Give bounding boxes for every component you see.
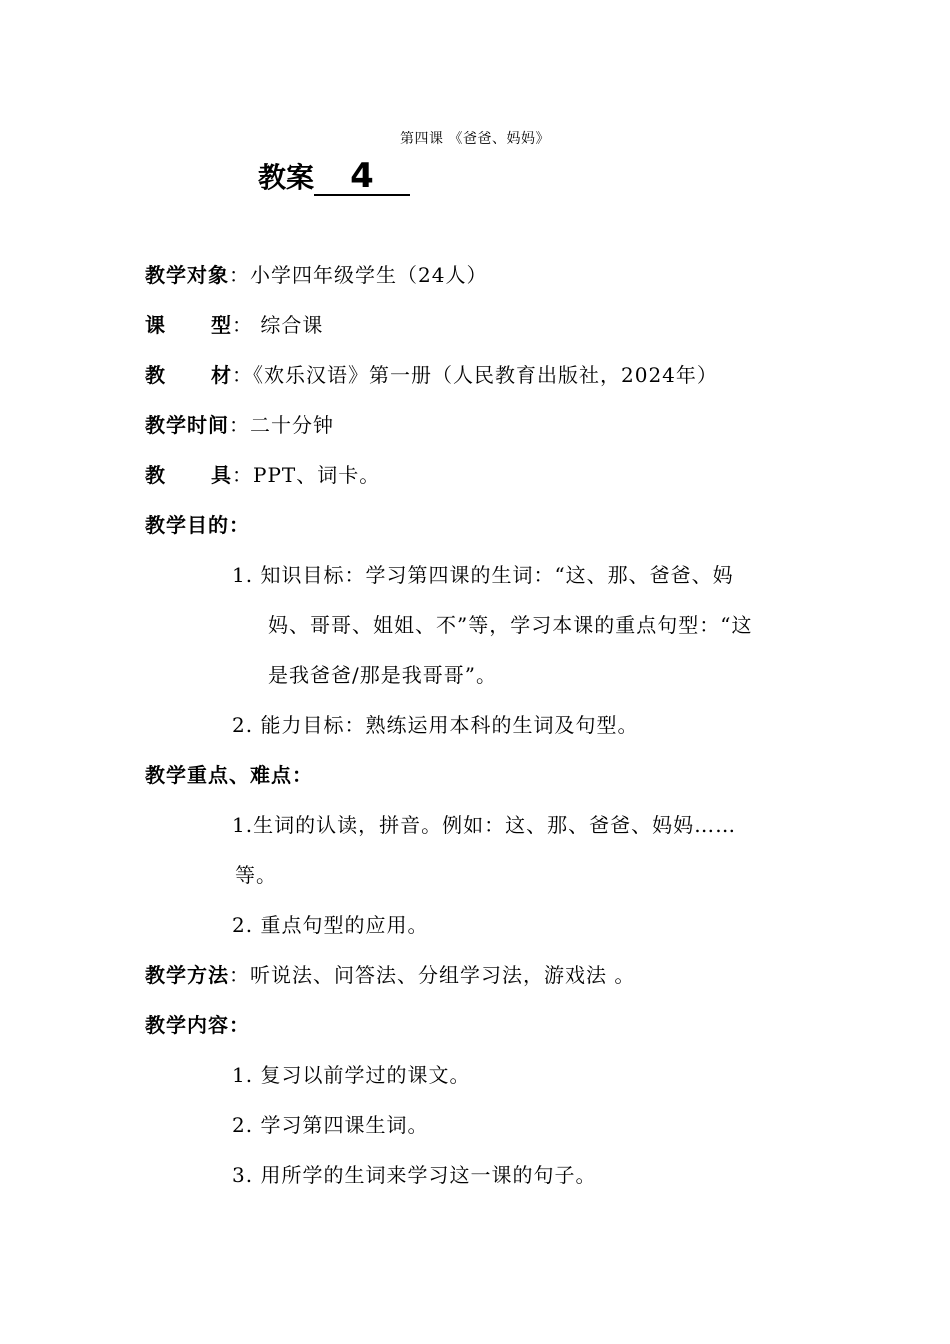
material-label-a: 教: [145, 363, 166, 387]
material-value: ：《欢乐汉语》第一册（人民教育出版社，2024年）: [232, 363, 718, 387]
objective-1-line-1: 1. 知识目标：学习第四课的生词：“这、那、爸爸、妈: [232, 563, 734, 587]
material-row: [145, 361, 718, 389]
objective-2: 2. 能力目标：熟练运用本科的生词及句型。: [232, 713, 639, 737]
material-label-b: 材: [211, 363, 232, 387]
page-title: [258, 156, 410, 196]
methods-row: [145, 961, 635, 989]
content-heading: 教学内容：: [145, 1013, 250, 1037]
key-point-1-line-2: 等。: [235, 863, 277, 887]
tool-label-b: 具: [211, 463, 232, 487]
time-row: [145, 411, 334, 439]
key-points-heading: 教学重点、难点：: [145, 763, 313, 787]
type-label-b: 型: [211, 313, 232, 337]
type-row: [145, 311, 323, 339]
type-label-a: 课: [145, 313, 166, 337]
objective-1-line-2: 妈、哥哥、姐姐、不”等，学习本课的重点句型：“这: [268, 613, 753, 637]
tool-label-a: 教: [145, 463, 166, 487]
tool-value: ：PPT、词卡。: [232, 463, 381, 487]
target-value: ：小学四年级学生（24人）: [229, 263, 488, 287]
content-item-1: 1. 复习以前学过的课文。: [232, 1063, 471, 1087]
objectives-heading: 教学目的：: [145, 513, 250, 537]
target-row: [145, 261, 487, 289]
key-point-2: 2. 重点句型的应用。: [232, 913, 429, 937]
content-item-3: 3. 用所学的生词来学习这一课的句子。: [232, 1163, 597, 1187]
lesson-header: 第四课 《爸爸、妈妈》: [400, 131, 550, 147]
title-label: 教案: [258, 161, 315, 194]
type-value: ： 综合课: [232, 313, 324, 337]
key-point-1-line-1: 1.生词的认读，拼音。例如：这、那、爸爸、妈妈……: [232, 813, 737, 837]
target-label: 教学对象: [145, 263, 229, 287]
time-value: ：二十分钟: [229, 413, 334, 437]
methods-value: ：听说法、问答法、分组学习法，游戏法 。: [229, 963, 636, 987]
methods-label: 教学方法: [145, 963, 229, 987]
title-number: 4: [314, 158, 410, 196]
time-label: 教学时间: [145, 413, 229, 437]
tool-row: [145, 461, 380, 489]
content-item-2: 2. 学习第四课生词。: [232, 1113, 429, 1137]
objective-1-line-3: 是我爸爸/那是我哥哥”。: [268, 663, 497, 687]
